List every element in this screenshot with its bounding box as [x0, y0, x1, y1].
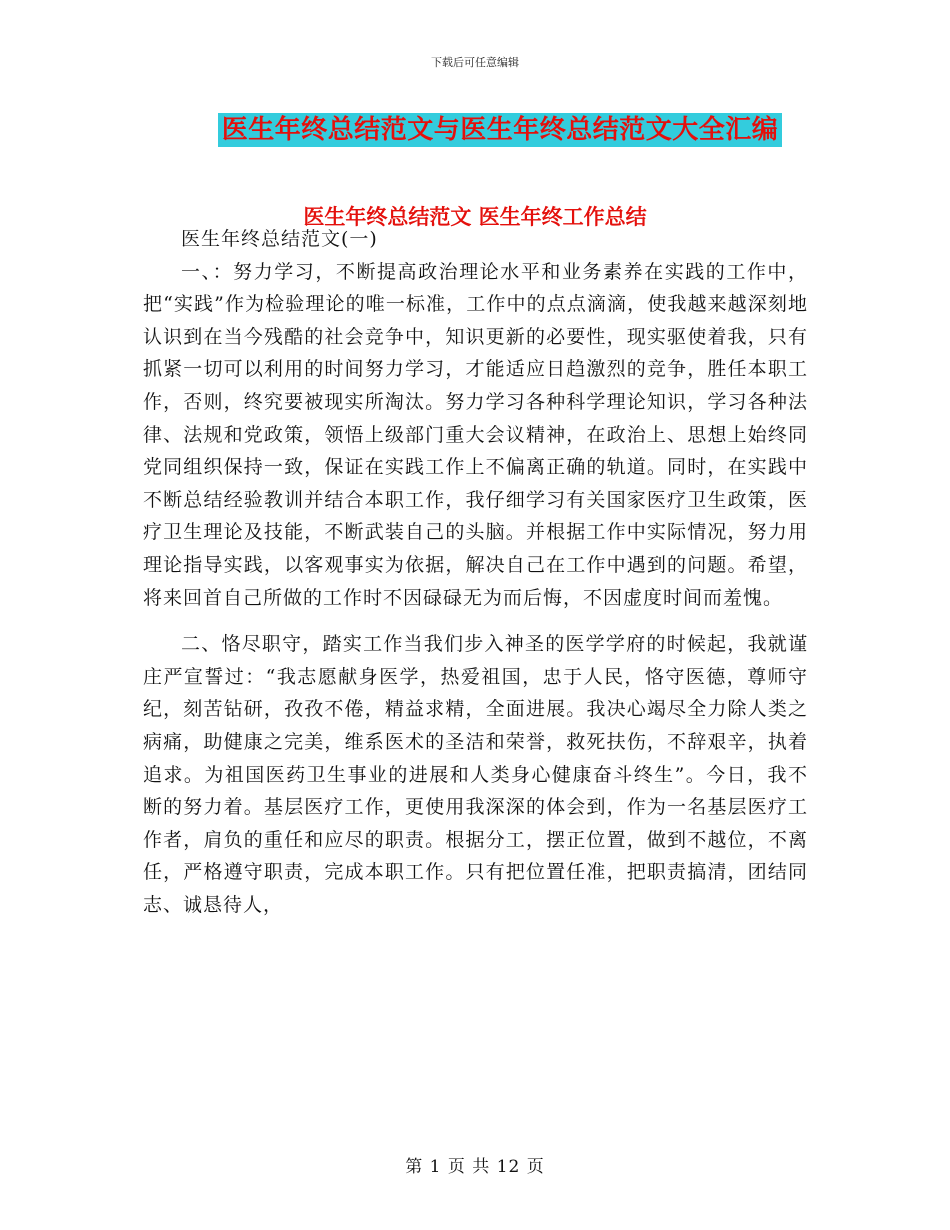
- main-title-container: [0, 113, 950, 147]
- page-header-note: 下载后可任意编辑: [431, 56, 519, 69]
- sub-title: 医生年终总结范文 医生年终工作总结: [303, 205, 647, 229]
- paragraph-heading: 医生年终总结范文(一): [181, 228, 378, 250]
- document-body: [143, 223, 808, 921]
- paragraph: 一、：努力学习，不断提高政治理论水平和业务素养在实践的工作中，把“实践”作为检验理论的唯一标准，工作中的点点滴滴，使我越来越深刻地认识到在当今残酷的社会竞争中，知识更新的必要性，现实驱使着我，只有抓紧一切可以利用的时间努力学习，才能适应日趋激烈的竞争，胜任本职工作，否则，终究要被现实所淘汰。努力学习各种科学理论知识，学习各种法律、法规和党政策，领悟上级部门重大会议精神，在政治上、思想上始终同党同组织保持一致，保证在实践工作上不偏离正确的轨道。同时，在实践中不断总结经验教训并结合本职工作，我仔细学习有关国家医疗卫生政策，医疗卫生理论及技能，不断武装自己的头脑。并根据工作中实际情况，努力用理论指导实践，以客观事实为依据，解决自己在工作中遇到的问题。希望，将来回首自己所做的工作时不因碌碌无为而后悔，不因虚度时间而羞愧。: [143, 260, 808, 609]
- paragraph: 二、恪尽职守，踏实工作当我们步入神圣的医学学府的时候起，我就谨庄严宣誓过：“我志愿献身医学，热爱祖国，忠于人民，恪守医德，尊师守纪，刻苦钻研，孜孜不倦，精益求精，全面进展。我决心竭尽全力除人类之病痛，助健康之完美，维系医术的圣洁和荣誉，救死扶伤，不辞艰辛，执着追求。为祖国医药卫生事业的进展和人类身心健康奋斗终生”。今日，我不断的努力着。基层医疗工作，更使用我深深的体会到，作为一名基层医疗工作者，肩负的重任和应尽的职责。根据分工，摆正位置，做到不越位，不离任，严格遵守职责，完成本职工作。只有把位置任准，把职责搞清，团结同志、诚恳待人，: [143, 633, 808, 916]
- main-title: 医生年终总结范文与医生年终总结范文大全汇编: [218, 113, 783, 147]
- page-footer: 第 1 页 共 12 页: [405, 1157, 545, 1177]
